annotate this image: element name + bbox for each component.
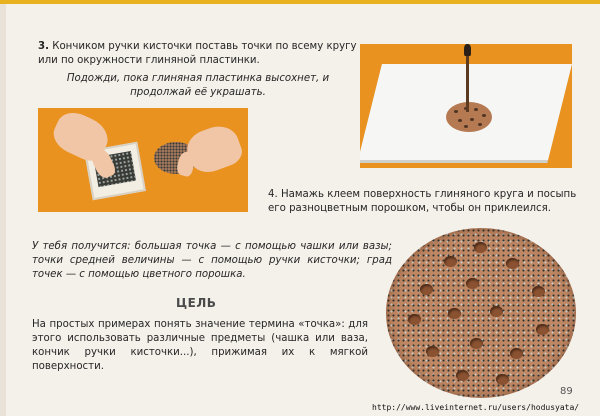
source-url-watermark: http://www.liveinternet.ru/users/hodusyata/	[372, 403, 580, 412]
goal-text: На простых примерах понять значение термина «точка»: для этого использовать различные предметы (чашка или ваза, кончик ручки кисточки...), прижимая их к мягкой поверхности.	[32, 319, 368, 372]
goal-heading: ЦЕЛЬ	[176, 296, 217, 310]
step-3-instruction	[38, 40, 358, 68]
page-number: 89	[560, 386, 573, 397]
step-3-text: Кончиком ручки кисточки поставь точки по всему кругу или по окружности глиняной пластинки.	[38, 41, 357, 66]
decorated-clay-plate	[386, 228, 576, 398]
step-3-number: 3.	[38, 41, 49, 52]
step-4-instruction: 4. Намажь клеем поверхность глиняного круга и посыпь его разноцветным порошком, чтобы он приклеился.	[268, 189, 577, 214]
page-edge	[0, 4, 6, 416]
photo-brush-on-clay-disk	[360, 44, 572, 168]
top-accent-bar	[0, 0, 600, 4]
photo-hands-dotting	[38, 108, 248, 212]
clay-disk-with-holes	[446, 102, 492, 132]
brush-tip	[464, 44, 471, 56]
brush-handle	[466, 48, 469, 112]
result-description: У тебя получится: большая точка — с помощью чашки или вазы; точки средней величины — с помощью ручки кисточки; град точек — с помощью цветного порошка.	[32, 241, 392, 280]
wait-note: Подожди, пока глиняная пластинка высохнет, и продолжай её украшать.	[66, 73, 330, 98]
